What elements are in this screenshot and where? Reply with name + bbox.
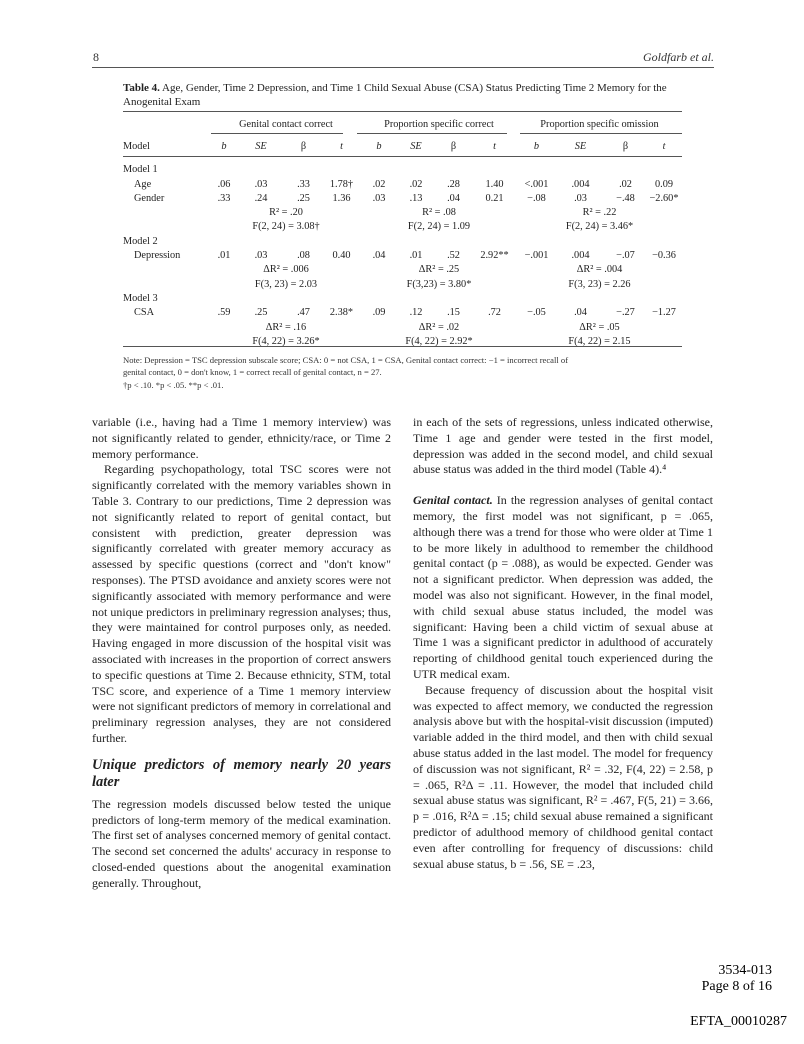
table-label: Table 4. [123, 82, 160, 94]
fit-row [123, 334, 682, 348]
table-cell: .08 [297, 250, 310, 262]
model-fit-stat: ΔR² = .02 [418, 321, 460, 333]
table-cell: .04 [447, 192, 460, 204]
table-cell: .06 [217, 178, 231, 190]
col-se: SE [410, 140, 422, 152]
running-head: Goldfarb et al. [643, 50, 714, 64]
table-caption-text: Age, Gender, Time 2 Depression, and Time 1 Child Sexual Abuse (CSA) Status Predicting Time 2 Memory for the Anogenital Exam [123, 82, 667, 108]
col-beta: β [450, 140, 457, 152]
table-row [123, 191, 682, 205]
table-cell: .28 [447, 178, 460, 190]
row-label: Depression [134, 250, 181, 262]
col-t: t [340, 140, 343, 152]
fit-row [123, 320, 682, 334]
paragraph [413, 493, 713, 683]
model-3-label: Model 3 [123, 292, 158, 304]
table-cell: .02 [619, 178, 632, 190]
model-fit-stat: R² = .20 [269, 207, 303, 219]
fit-row [123, 277, 682, 291]
col-b: b [533, 140, 540, 152]
model-fit-stat: F(4, 22) = 2.15 [568, 335, 631, 347]
table-cell: .59 [217, 307, 231, 319]
model-fit-stat: F(3, 23) = 2.26 [568, 278, 631, 290]
table-cell: −.27 [616, 307, 635, 319]
group-genital-contact: Genital contact correct [239, 118, 333, 130]
table-cell: −0.36 [652, 250, 676, 262]
left-column [92, 415, 391, 892]
table-cell: .004 [571, 250, 590, 262]
model-1-label: Model 1 [123, 164, 158, 176]
table-cell: 0.21 [485, 192, 504, 204]
column-header-row [123, 139, 682, 153]
model-fit-stat: ΔR² = .05 [579, 321, 620, 333]
fit-row [123, 205, 682, 219]
table-cell: 2.38* [329, 307, 354, 319]
col-b: b [376, 140, 382, 152]
bates-number: EFTA_00010287 [690, 1014, 787, 1029]
model-2-label: Model 2 [123, 235, 158, 247]
paragraph: Regarding psychopathology, total TSC scores were not significantly correlated with the memory variables shown in Table 3. Contrary to our predictions, Time 2 depression was not significantly related to report of genital contact, but consistent with prediction, greater depression was significantly correlated with greater memory accuracy as assessed by specific questions (correct and "don't know" responses). The PTSD avoidance and anxiety scores were not significantly associated with memory performance and were not unique predictors in preliminary regression analyses; thus, they were maintained for control purposes only, as needed. Having engaged in more discussion of the hospital visit was associated with increases in the proportion of correct answers to specific questions at Time 2. Because ethnicity, STM, total TSC score, and experience of a Time 1 memory interview were not significant predictors of memory in correlational and preliminary regression analyses, they are not considered further. [92, 462, 391, 745]
row-label: Age [134, 178, 152, 190]
model-fit-stat: F(3,23) = 3.80* [406, 278, 472, 290]
paragraph: in each of the sets of regressions, unless indicated otherwise, Time 1 age and gender were tested in the first model, depression was added in the second model, and child sexual abuse status was added in the third model (Table 4).⁴ [413, 415, 713, 477]
table-cell: −1.27 [652, 307, 676, 319]
table-top-rule [123, 111, 682, 112]
table-cell: .13 [409, 192, 423, 204]
row-label: CSA [134, 307, 155, 319]
right-column [413, 415, 713, 872]
col-se: SE [255, 140, 267, 152]
col-se: SE [574, 140, 587, 152]
table-cell: .01 [217, 250, 231, 262]
table-cell: .47 [297, 307, 310, 319]
table-cell: −2.60* [649, 192, 679, 204]
table-cell: 1.78† [329, 178, 354, 190]
table-caption [123, 81, 683, 109]
model-fit-stat: R² = .22 [582, 207, 617, 219]
model-fit-stat: F(2, 24) = 1.09 [407, 221, 471, 233]
col-model: Model [123, 140, 150, 152]
table-cell: −.48 [616, 192, 635, 204]
model-label-row [123, 234, 682, 248]
table-note-line: genital contact, 0 = don't know, 1 = correct recall of genital contact, n = 27. [123, 367, 382, 378]
model-fit-stat: ΔR² = .006 [263, 264, 309, 276]
table-cell: .24 [254, 192, 268, 204]
col-t: t [493, 140, 496, 152]
table-cell: .004 [571, 178, 590, 190]
run-in-heading: Genital contact. [413, 493, 493, 508]
model-label-row [123, 291, 682, 305]
table-cell: .72 [488, 307, 501, 319]
table-cell: .25 [297, 192, 310, 204]
table-cell: .09 [372, 307, 386, 319]
model-fit-stat: F(2, 24) = 3.46* [565, 221, 634, 233]
table-row [123, 248, 682, 262]
fit-row [123, 220, 682, 234]
paragraph-text: In the regression analyses of genital contact memory, the first model was not significant, p = .065, although there was a trend for those who were older at Time 1 to be more likely in adulthood to remember the childhood genital contact (p = .088), as would be expected. Gender was not a significant predictor. When depression was added, the model was also not significant. However, in the final model, with child sexual abuse status included, the model was significant: Having been a child victim of sexual abuse at Time 1 was a significant predictor in adulthood of accurately reporting of childhood genital touch experienced during the UTR medical exam. [413, 493, 713, 681]
table-cell: .25 [254, 307, 268, 319]
model-fit-stat: F(3, 23) = 2.03 [254, 278, 318, 290]
footer-block [702, 963, 772, 995]
group-specific-omission: Proportion specific omission [540, 118, 659, 130]
model-fit-stat: ΔR² = .004 [576, 264, 623, 276]
table-cell: .03 [574, 192, 587, 204]
table-cell: .33 [297, 178, 310, 190]
model-fit-stat: F(4, 22) = 3.26* [252, 335, 320, 347]
group-specific-correct: Proportion specific correct [384, 118, 494, 130]
page-counter: Page 8 of 16 [701, 979, 772, 994]
header-rule [92, 67, 714, 68]
model-fit-stat: ΔR² = .25 [418, 264, 460, 276]
row-label: Gender [134, 192, 165, 204]
table-note-line: Note: Depression = TSC depression subscale score; CSA: 0 = not CSA, 1 = CSA, Genital contact correct: −1 = incorrect recall of [123, 355, 569, 365]
table-row [123, 177, 682, 191]
table-note-significance: †p < .10. *p < .05. **p < .01. [123, 379, 224, 390]
model-fit-stat: R² = .08 [422, 207, 456, 219]
paragraph: variable (i.e., having had a Time 1 memory interview) was not significantly related to gender, ethnicity/race, or Time 2 memory performance. [92, 415, 391, 461]
paragraph: Because frequency of discussion about the hospital visit was expected to affect memory, we conducted the regression analysis above but with the hospital-visit discussion (imputed) variable added in the third model, and then with child sexual abuse status added in the last model. The model for frequency of discussion was not significant, R² = .32, F(4, 22) = 2.58, p = .065, R²Δ = .11. However, the model that included child sexual abuse status was significant, R² = .467, F(5, 21) = 3.66, p = .016, R²Δ = .15; child sexual abuse remained a significant predictor of adulthood memory of childhood genital contact even after controlling for frequency of discussions: child sexual abuse status, b = .56, SE = .23, [413, 682, 713, 871]
col-beta: β [300, 140, 307, 152]
table-cell: .04 [372, 250, 386, 262]
model-fit-stat: ΔR² = .16 [265, 321, 307, 333]
table-note [123, 354, 683, 391]
regression-table [123, 117, 682, 348]
model-label-row [123, 163, 682, 177]
model-fit-stat: F(2, 24) = 3.08† [252, 221, 320, 233]
table-cell: −.05 [527, 307, 546, 319]
table-cell: .33 [217, 192, 231, 204]
col-t: t [662, 140, 666, 152]
paragraph: The regression models discussed below tested the unique predictors of long-term memory of the medical examination. The first set of analyses concerned memory of genital contact. The second set concerned the adults' accuracy in response to closed-ended questions about the anogenital examination generally. Throughout, [92, 796, 391, 890]
table-cell: 1.36 [332, 192, 351, 204]
table-cell: .12 [409, 307, 423, 319]
fit-row [123, 263, 682, 277]
table-cell: 0.40 [332, 250, 351, 262]
table-cell: .52 [447, 250, 460, 262]
model-fit-stat: F(4, 22) = 2.92* [405, 335, 473, 347]
doc-id: 3534-013 [718, 963, 772, 978]
table-cell: <.001 [524, 178, 549, 190]
table-cell: 2.92** [480, 250, 509, 262]
table-cell: .03 [254, 178, 268, 190]
table-cell: .03 [254, 250, 268, 262]
col-b: b [221, 140, 227, 152]
table-cell: .15 [447, 307, 460, 319]
table-row [123, 306, 682, 320]
table-cell: .02 [409, 178, 423, 190]
table-cell: .03 [372, 192, 386, 204]
group-header-row [123, 117, 682, 131]
section-heading: Unique predictors of memory nearly 20 years later [92, 756, 391, 790]
col-beta: β [622, 140, 629, 152]
table-cell: .04 [574, 307, 587, 319]
table-cell: −.08 [527, 192, 546, 204]
table-cell: −.07 [616, 250, 635, 262]
table-cell: .02 [372, 178, 386, 190]
table-cell: 1.40 [485, 178, 504, 190]
table-cell: .01 [409, 250, 423, 262]
table-cell: −.001 [524, 250, 549, 262]
table-cell: 0.09 [654, 178, 674, 190]
page-number: 8 [93, 50, 99, 64]
